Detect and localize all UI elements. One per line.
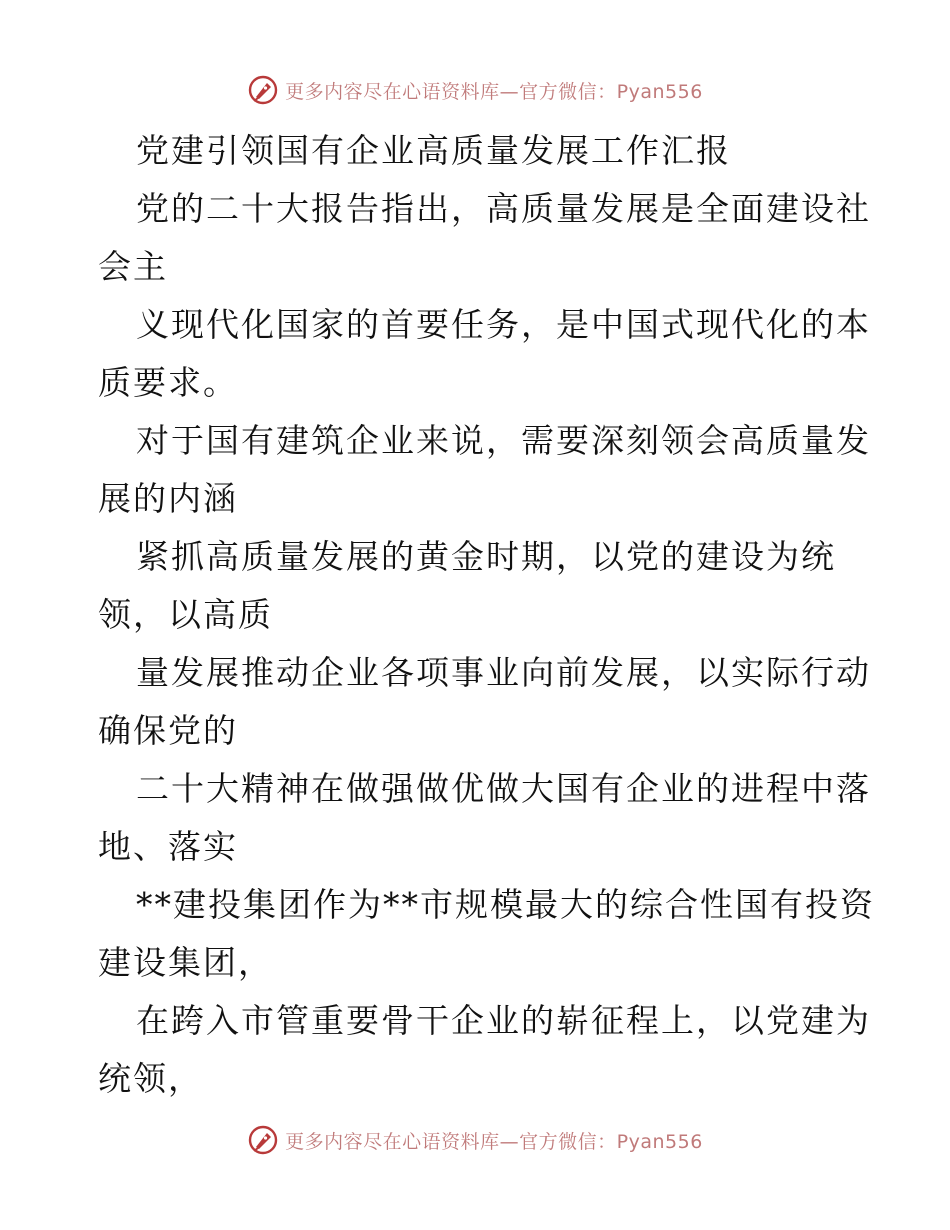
paragraph-line: 确保党的 bbox=[98, 711, 238, 750]
paragraph-line: 建设集团， bbox=[98, 943, 273, 982]
paragraph-line: 地、落实 bbox=[98, 827, 238, 866]
paragraph-line: 党的二十大报告指出，高质量发展是全面建设社 bbox=[136, 189, 871, 228]
paragraph-line: 展的内涵 bbox=[98, 479, 238, 518]
header-banner-text: 更多内容尽在心语资料库—官方微信：Pyan556 bbox=[285, 80, 703, 103]
paragraph-line: 领，以高质 bbox=[98, 595, 273, 634]
footer-banner bbox=[0, 1120, 950, 1160]
paragraph-line: 二十大精神在做强做优做大国有企业的进程中落 bbox=[136, 769, 871, 808]
paragraph-line: **建投集团作为**市规模最大的综合性国有投资 bbox=[136, 885, 875, 924]
paragraph-line: 量发展推动企业各项事业向前发展，以实际行动 bbox=[136, 653, 871, 692]
paragraph-line: 对于国有建筑企业来说，需要深刻领会高质量发 bbox=[136, 421, 871, 460]
paragraph-line: 在跨入市管重要骨干企业的崭征程上，以党建为 bbox=[136, 1001, 871, 1040]
document-body bbox=[98, 122, 875, 1108]
paragraph-line: 统领， bbox=[98, 1059, 203, 1098]
header-banner bbox=[0, 70, 950, 110]
document-title: 党建引领国有企业高质量发展工作汇报 bbox=[136, 131, 731, 170]
footer-banner-text: 更多内容尽在心语资料库—官方微信：Pyan556 bbox=[285, 1130, 703, 1153]
pen-nib-logo-icon bbox=[247, 74, 279, 106]
pen-nib-logo-icon bbox=[247, 1124, 279, 1156]
paragraph-line: 会主 bbox=[98, 247, 168, 286]
paragraph-line: 紧抓高质量发展的黄金时期，以党的建设为统 bbox=[136, 537, 836, 576]
paragraph-line: 质要求。 bbox=[98, 363, 238, 402]
paragraph-line: 义现代化国家的首要任务，是中国式现代化的本 bbox=[136, 305, 871, 344]
